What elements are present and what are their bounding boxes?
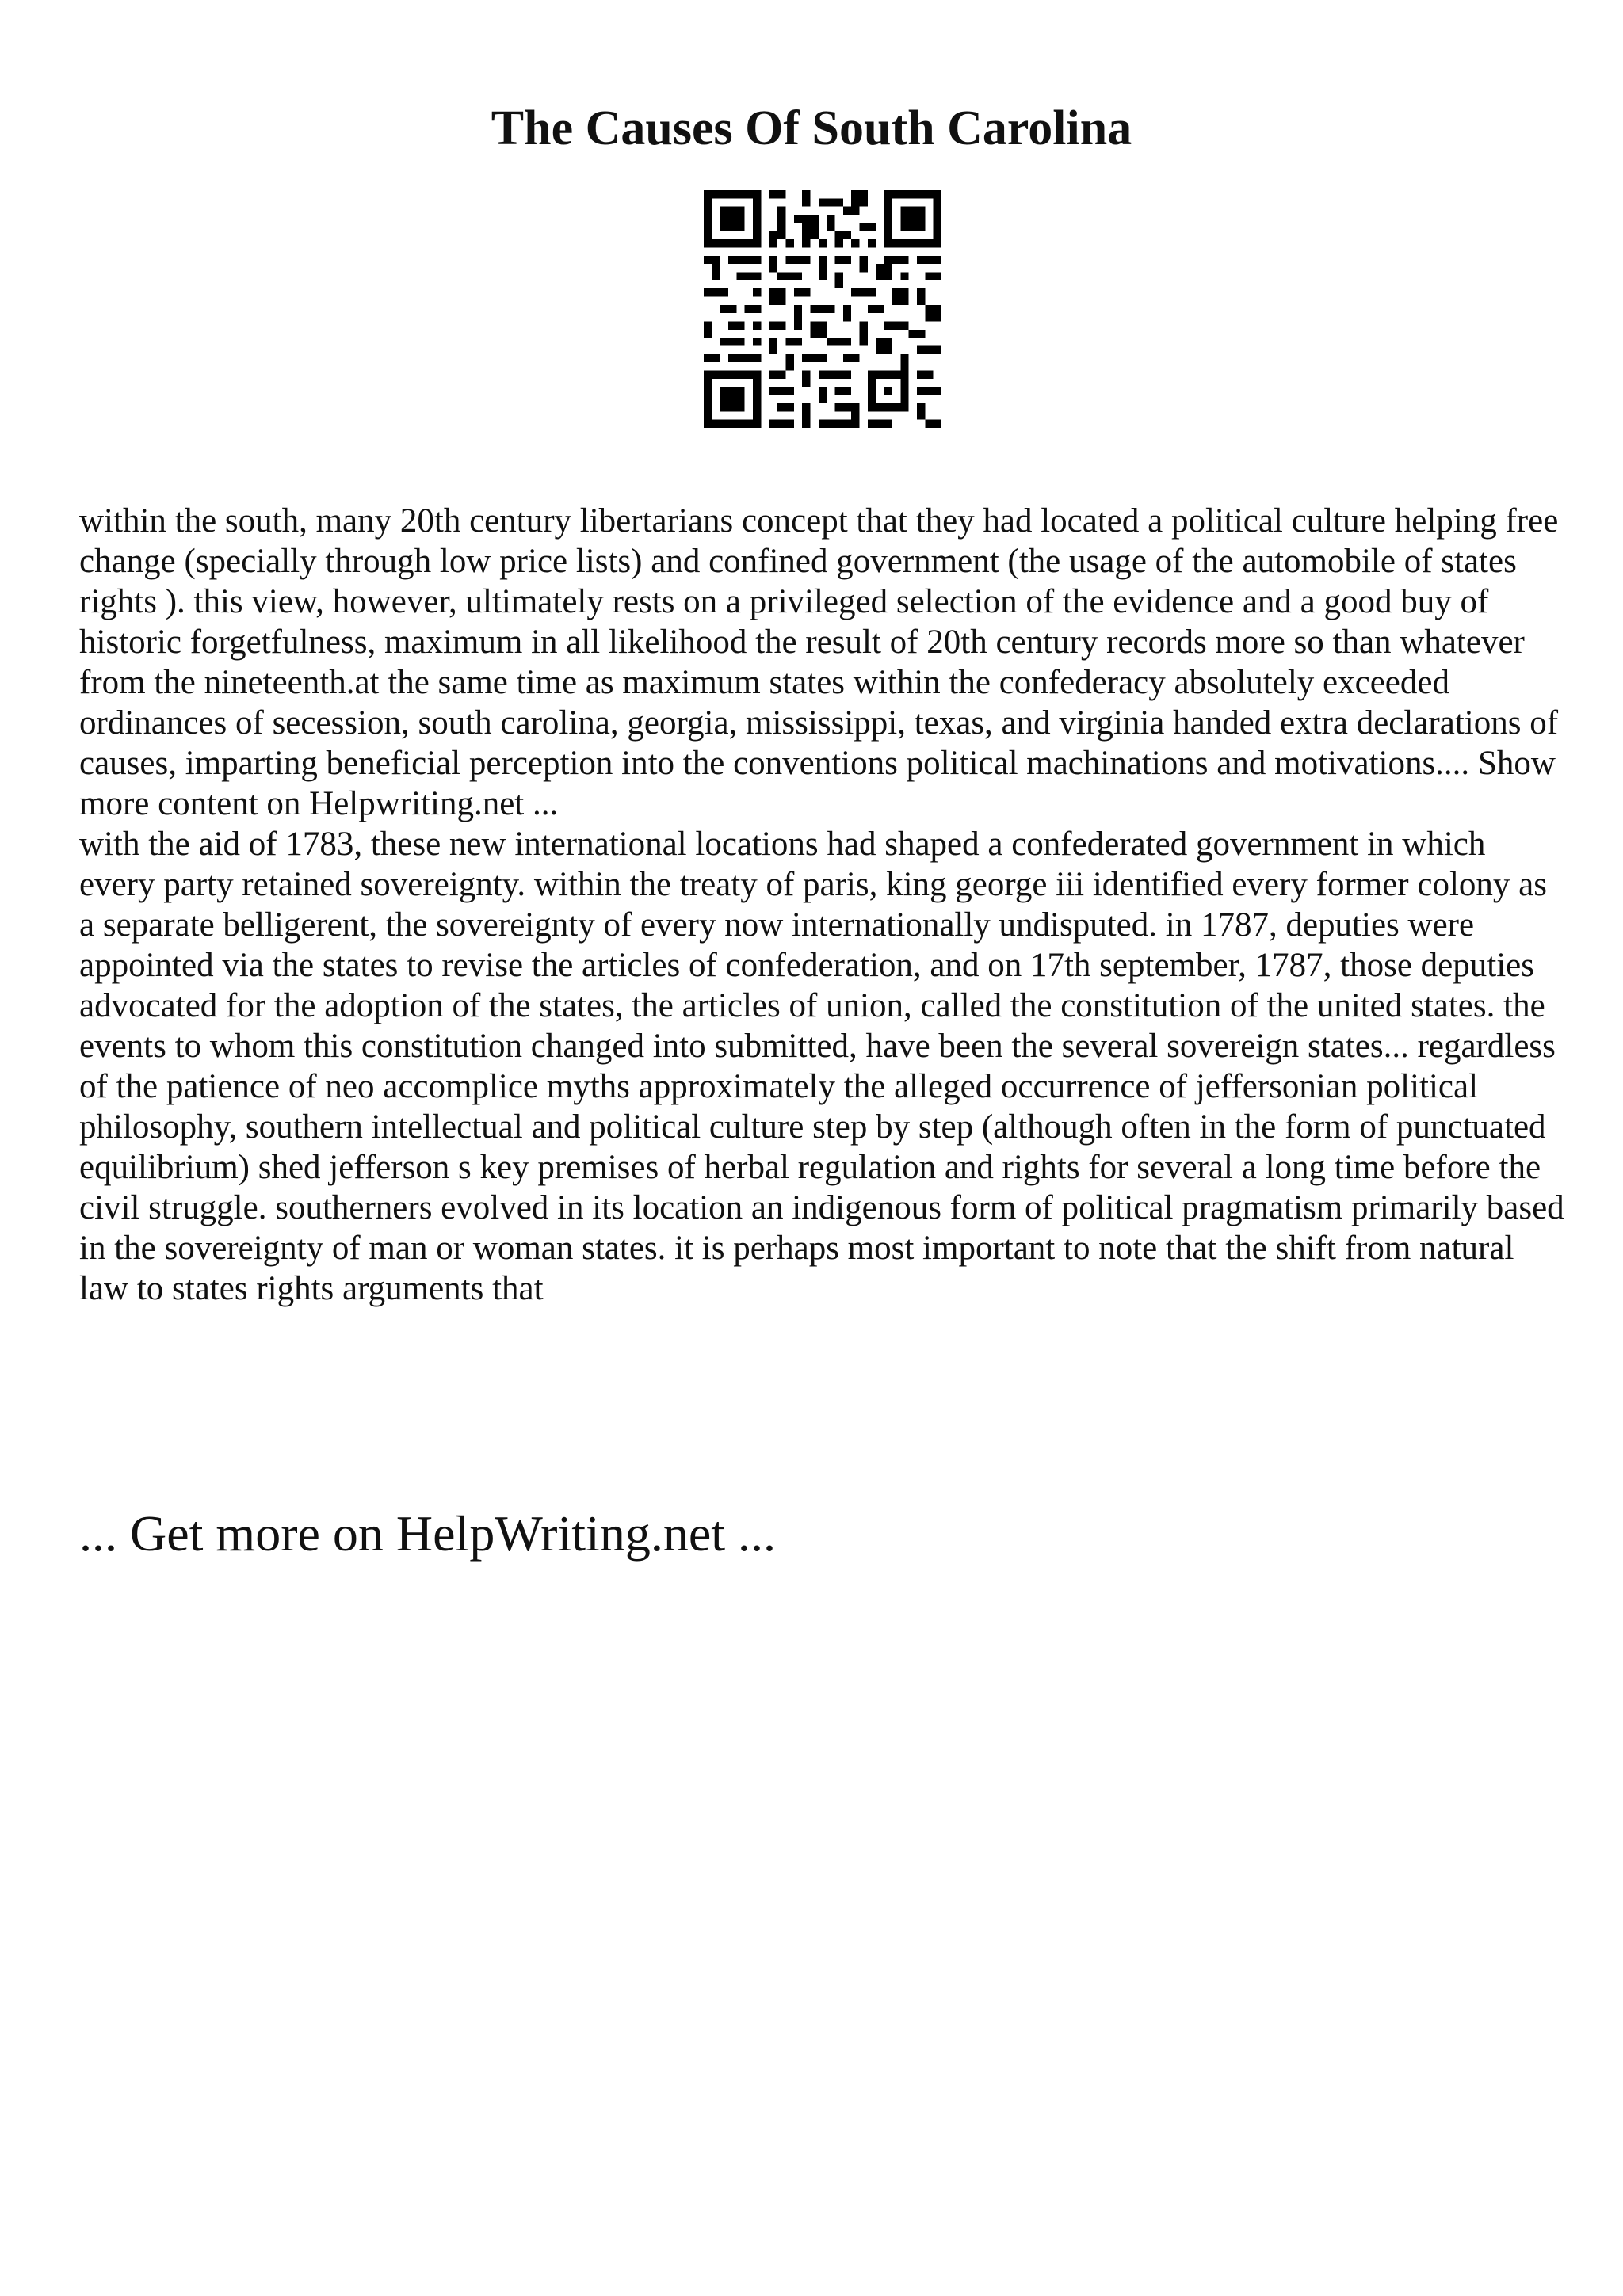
page-title: The Causes Of South Carolina bbox=[491, 101, 1132, 155]
show-more-link[interactable]: Show more content on Helpwriting.net ... bbox=[79, 745, 1556, 822]
paragraph-1-text: within the south, many 20th century libertarians concept that they had located a political culture helping free change (specially through low price lists) and confined government (the usage of the automobile of states rights ). this view, however, ultimately rests on a privileged selection of the evidence and a good buy of historic forgetfulness, maximum in all likelihood the result of 20th century records more so than whatever from the nineteenth.at the same time as maximum states within the confederacy absolutely exceeded ordinances of secession, south carolina, georgia, mississippi, texas, and virginia handed extra declarations of causes, imparting beneficial perception into the conventions political machinations and motivations.... bbox=[79, 502, 1559, 782]
get-more-link[interactable]: ... Get more on HelpWriting.net ... bbox=[79, 1505, 776, 1562]
paragraph-1 bbox=[79, 501, 1569, 824]
qr-code bbox=[704, 190, 941, 428]
paragraph-2: with the aid of 1783, these new international locations had shaped a confederated government in which every party retained sovereignty. within the treaty of paris, king george iii identified every former colony as a separate belligerent, the sovereignty of every now internationally undisputed. in 1787, deputies were appointed via the states to revise the articles of confederation, and on 17th september, 1787, those deputies advocated for the adoption of the states, the articles of union, called the constitution of the united states. the events to whom this constitution changed into submitted, have been the several sovereign states... regardless of the patience of neo accomplice myths approximately the alleged occurrence of jeffersonian political philosophy, southern intellectual and political culture step by step (although often in the form of punctuated equilibrium) shed jefferson s key premises of herbal regulation and rights for several a long time before the civil struggle. southerners evolved in its location an indigenous form of political pragmatism primarily based in the sovereignty of man or woman states. it is perhaps most important to note that the shift from natural law to states rights arguments that bbox=[79, 826, 1564, 1307]
article-body bbox=[79, 501, 1569, 1309]
